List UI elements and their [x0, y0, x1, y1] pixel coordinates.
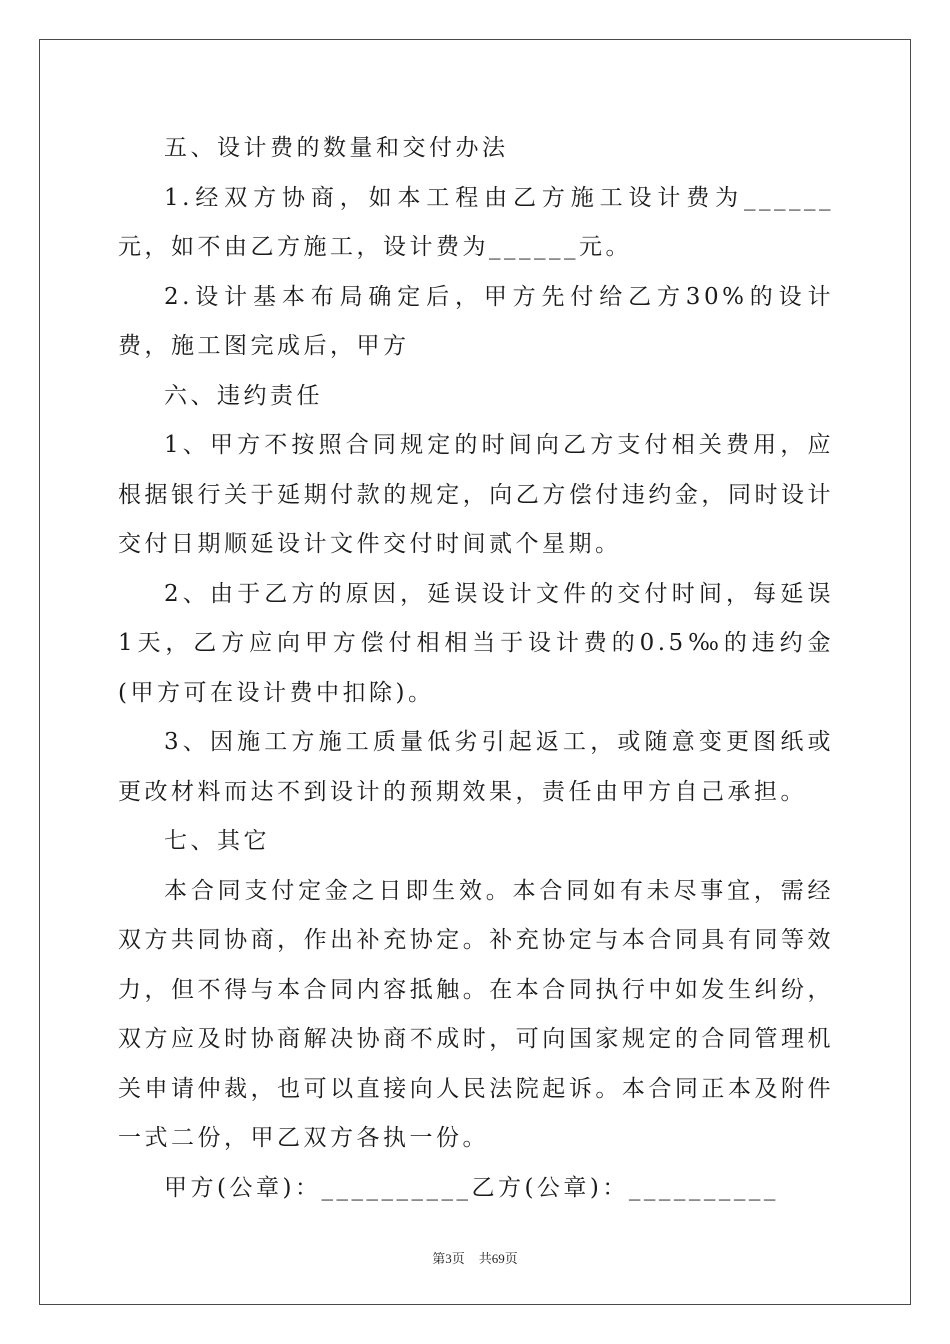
paragraph-breach-2: 2、由于乙方的原因，延误设计文件的交付时间，每延误1天，乙方应向甲方偿付相相当于设计费的0.5‰的违约金(甲方可在设计费中扣除)。 — [118, 580, 834, 706]
section-heading-breach: 六、违约责任 — [164, 382, 323, 409]
paragraph-breach-1: 1、甲方不按照合同规定的时间向乙方支付相关费用，应根据银行关于延期付款的规定，向乙方偿付违约金，同时设计交付日期顺延设计文件交付时间贰个星期。 — [118, 432, 834, 557]
section-heading-design-fee: 五、设计费的数量和交付办法 — [164, 135, 509, 161]
page-footer — [0, 1248, 950, 1267]
signature-row — [118, 1164, 834, 1214]
party-a-signature: 甲方(公章)：__________ — [164, 1174, 472, 1201]
page-total: 共69页 — [478, 1251, 518, 1266]
section-heading-other: 七、其它 — [164, 828, 270, 854]
paragraph-fee-2: 2.设计基本布局确定后，甲方先付给乙方30%的设计费，施工图完成后，甲方 — [118, 283, 834, 359]
paragraph-other: 本合同支付定金之日即生效。本合同如有未尽事宜，需经双方共同协商，作出补充协定。补充协定与本合同具有同等效力，但不得与本合同内容抵触。在本合同执行中如发生纠纷，双方应及时协商解决协商不成时，可向国家规定的合同管理机关申请仲裁，也可以直接向人民法院起诉。本合同正本及附件一式二份，甲乙双方各执一份。 — [118, 877, 834, 1151]
page-number: 第3页 — [432, 1251, 465, 1266]
paragraph-breach-3: 3、因施工方施工质量低劣引起返工，或随意变更图纸或更改材料而达不到设计的预期效果，责任由甲方自己承担。 — [118, 729, 834, 805]
party-b-signature: 乙方(公章)：__________ — [471, 1174, 779, 1201]
paragraph-fee-1: 1.经双方协商，如本工程由乙方施工设计费为______元，如不由乙方施工，设计费为______元。 — [118, 184, 834, 260]
document-body — [118, 124, 834, 1213]
